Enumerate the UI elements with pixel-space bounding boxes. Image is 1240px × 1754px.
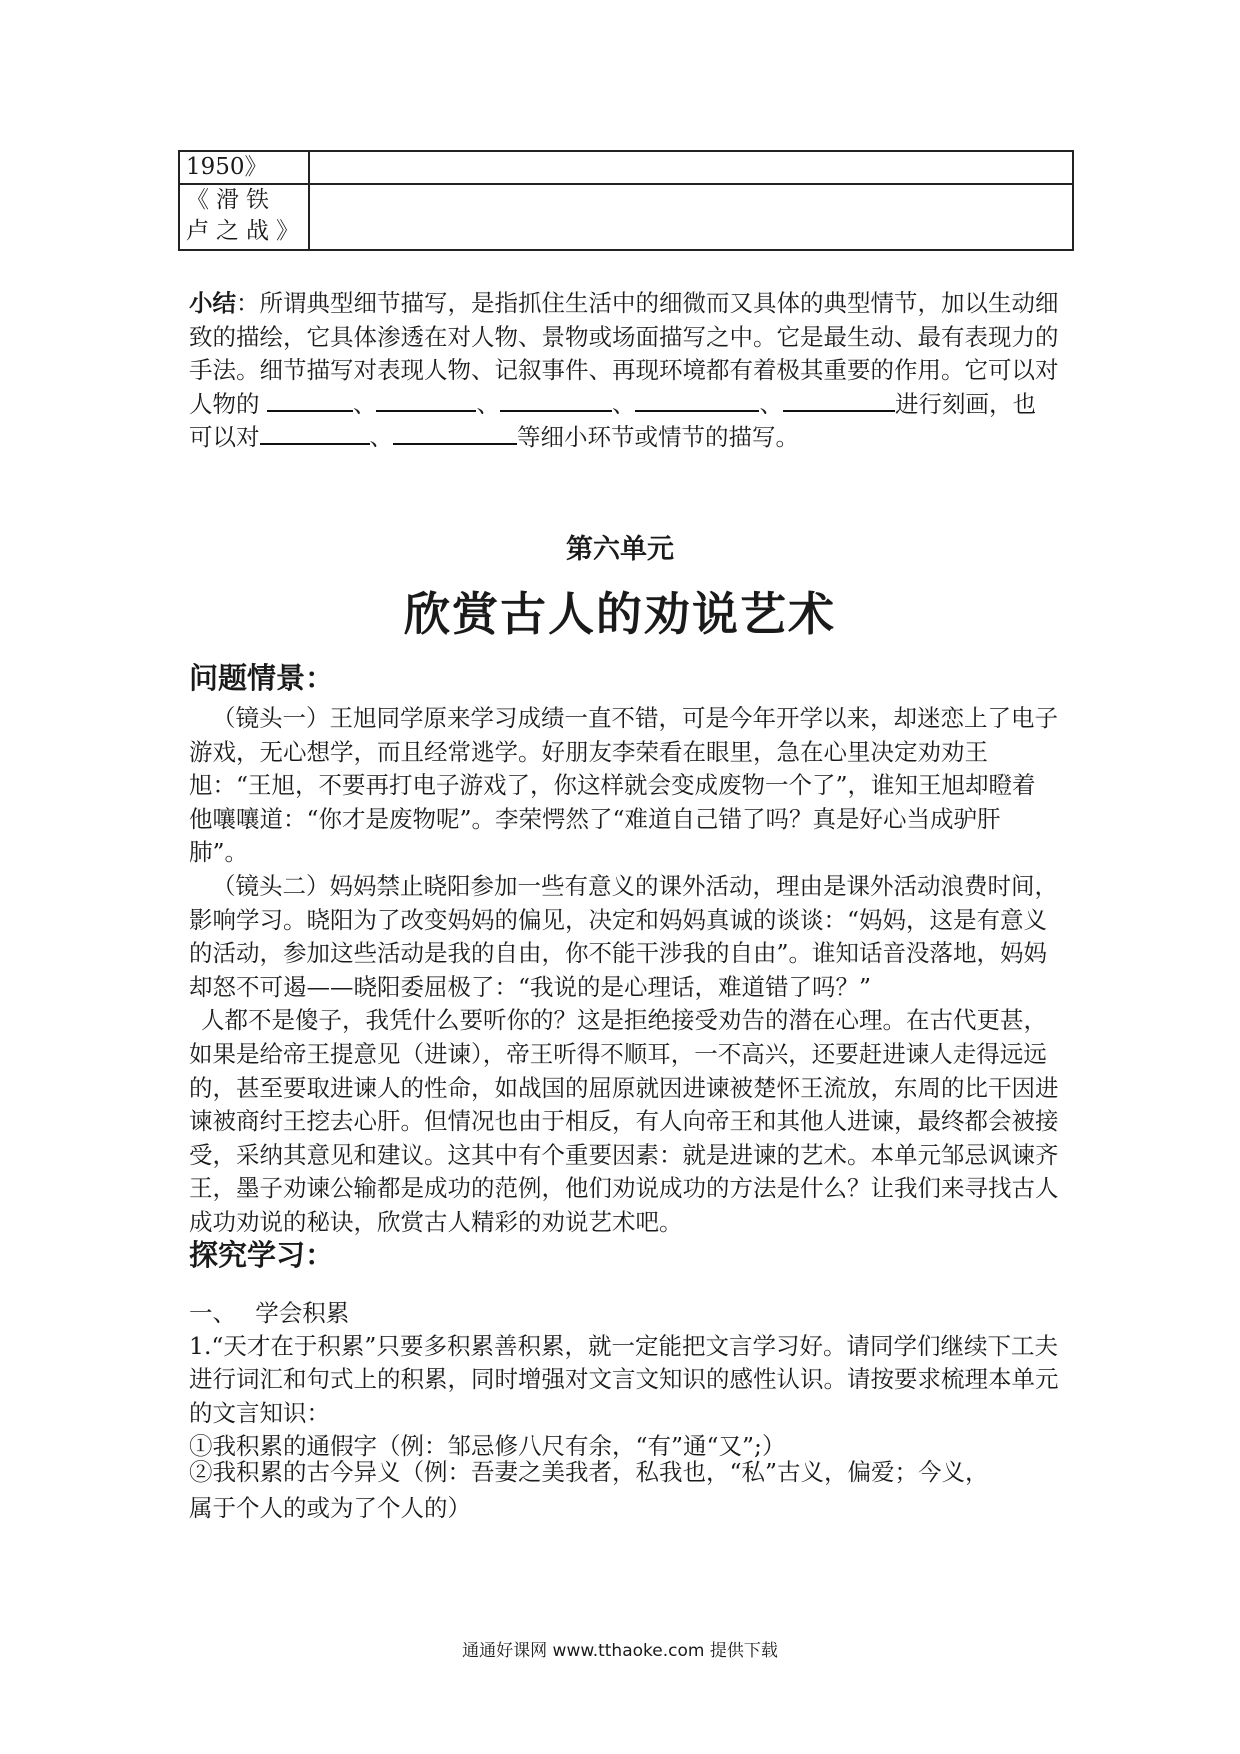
- scenario-text: [189, 702, 1059, 1240]
- unit-label: 第六单元: [566, 534, 674, 565]
- separator: 、: [352, 389, 377, 418]
- study-text: [189, 1297, 1059, 1463]
- sub-item: ①我积累的通假字（例：邹忌修八尺有余，“有”通“又”;）: [189, 1431, 786, 1460]
- section-heading: 探究学习：: [189, 1238, 335, 1272]
- detail-table: [178, 150, 1074, 251]
- paragraph: （镜头一）王旭同学原来学习成绩一直不错，可是今年开学以来，却迷恋上了电子游戏，无心想学，而且经常逃学。好朋友李荣看在眼里，急在心里决定劝劝王旭：“王旭，不要再打电子游戏了，你这样就会变成废物一个了”，谁知王旭却瞪着他嚷嚷道：“你才是废物呢”。李荣愕然了“难道自己错了吗？真是好心当成驴肝肺”。: [189, 704, 1058, 867]
- summary-text: ：所谓典型细节描写，是指抓住生活中的细微而又具体的典型情节，加以生动细致的描绘，它具体渗透在对人物、景物或场面描写之中。它是最生动、最有表现力的手法。细节描写对表现人物、记叙事件、再现环境都有着极其重要的作用。它可以对人物的: [189, 289, 1059, 418]
- fill-blank[interactable]: [267, 388, 353, 412]
- summary-label: 小结: [189, 289, 236, 317]
- paragraph: （镜头二）妈妈禁止晓阳参加一些有意义的课外活动，理由是课外活动浪费时间，影响学习。晓阳为了改变妈妈的偏见，决定和妈妈真诚的谈谈：“妈妈，这是有意义的活动，参加这些活动是我的自由，你不能干涉我的自由”。谁知话音没落地，妈妈却怒不可遏——晓阳委屈极了：“我说的是心理话，难道错了吗？”: [189, 871, 1058, 1001]
- section-heading: 问题情景：: [189, 661, 335, 695]
- fill-blank[interactable]: [393, 421, 517, 445]
- fill-blank[interactable]: [260, 421, 370, 445]
- separator: 、: [476, 389, 500, 418]
- separator: 、: [369, 423, 393, 451]
- fill-blank[interactable]: [500, 388, 612, 412]
- table-cell: 1950》: [179, 151, 309, 184]
- separator: 、: [759, 389, 783, 418]
- fill-blank[interactable]: [635, 388, 759, 412]
- table-cell: [309, 151, 1073, 184]
- paragraph: 人都不是傻子，我凭什么要听你的？这是拒绝接受劝告的潜在心理。在古代更甚，如果是给帝王提意见（进谏），帝王听得不顺耳，一不高兴，还要赶进谏人走得远远的，甚至要取进谏人的性命，如战国的屈原就因进谏被楚怀王流放，东周的比干因进谏被商纣王挖去心肝。但情况也由于相反，有人向帝王和其他人进谏，最终都会被接受，采纳其意见和建议。这其中有个重要因素：就是进谏的艺术。本单元邹忌讽谏齐王，墨子劝谏公输都是成功的范例，他们劝说成功的方法是什么？让我们来寻找古人成功劝说的秘诀，欣赏古人精彩的劝说艺术吧。: [189, 1006, 1059, 1236]
- sub-item: [189, 1454, 1059, 1526]
- paragraph: 1.“天才在于积累”只要多积累善积累，就一定能把文言学习好。请同学们继续下工夫进行词汇和句式上的积累，同时增强对文言文知识的感性认识。请按要求梳理本单元的文言知识：: [189, 1332, 1059, 1427]
- sub-item-line: ②我积累的古今异义（例：吾妻之美我者，私我也，“私”古义，偏爱；今义，: [189, 1458, 989, 1486]
- summary-text: 进行刻画，也可以对: [189, 389, 1036, 451]
- table-row: [179, 151, 1073, 184]
- separator: 、: [611, 389, 636, 418]
- fill-blank[interactable]: [376, 388, 476, 412]
- summary-text: 等细小环节或情节的描写。: [517, 423, 799, 451]
- unit-title: 欣赏古人的劝说艺术: [404, 587, 836, 641]
- table-row: [179, 184, 1073, 250]
- summary-paragraph: [189, 287, 1059, 455]
- table-cell: [309, 184, 1073, 250]
- fill-blank[interactable]: [783, 388, 895, 412]
- item-title: 一、 学会积累: [189, 1299, 350, 1327]
- sub-item-line: 属于个人的或为了个人的）: [189, 1494, 471, 1522]
- table-cell: 《滑铁卢之战》: [179, 184, 309, 250]
- page-footer: 通通好课网 www.tthaoke.com 提供下载: [462, 1641, 778, 1661]
